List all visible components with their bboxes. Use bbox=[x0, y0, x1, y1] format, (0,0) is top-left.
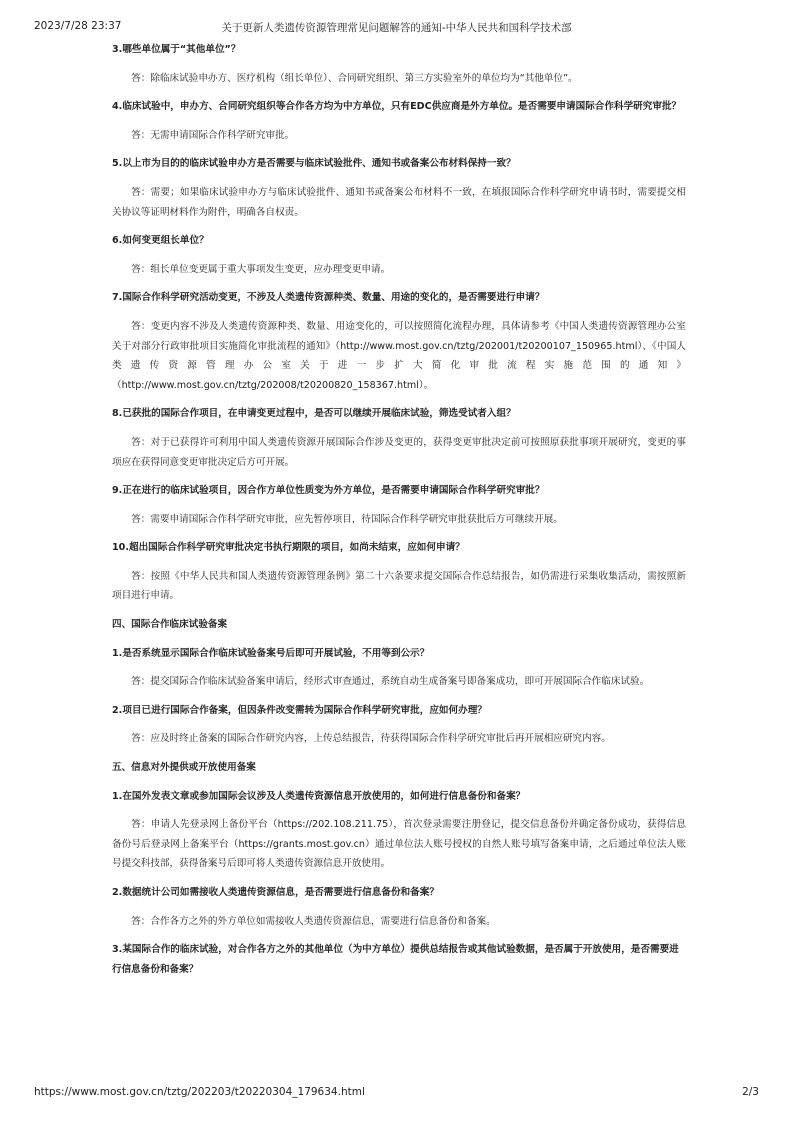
question-heading: 2.数据统计公司如需接收人类遗传资源信息，是否需要进行信息备份和备案？ bbox=[112, 887, 439, 898]
question-heading: 2.项目已进行国际合作备案，但因条件改变需转为国际合作科学研究审批，应如何办理？ bbox=[112, 704, 487, 716]
question-heading: 4.临床试验中，申办方、合同研究组织等合作各方均为中方单位，只有EDC供应商是外方单位。是否需要申请国际合作科学研究审批？ bbox=[112, 101, 682, 113]
page-number: 2/3 bbox=[742, 1086, 759, 1098]
paragraph-spacer bbox=[112, 663, 686, 672]
paragraph-spacer bbox=[112, 88, 686, 97]
answer-paragraph: 答：提交国际合作临床试验备案申请后，经形式审查通过，系统自动生成备案号即备案成功，即可开展国际合作临床试验。 bbox=[131, 676, 650, 688]
section-heading: 五、信息对外提供或开放使用备案 bbox=[112, 762, 256, 774]
answer-paragraph: 答：除临床试验申办方、医疗机构（组长单位）、合同研究组织、第三方实验室外的单位均为“其他单位”。 bbox=[131, 72, 578, 84]
answer-paragraph: 答：变更内容不涉及人类遗传资源种类、数量、用途变化的，可以按照简化流程办理，具体请参考《中国人类遗传资源管理办公室关于对部分行政审批项目实施简化审批流程的通知》（http://www.most.gov.cn/tztg/202001/t20200107_150965.html）、《中国人类遗传资源管理办公室关于进一步扩大简化审批流程实施范围的通知》（http://www.most.gov.cn/tztg/202008/t20200820_158367.html）。 bbox=[112, 320, 686, 391]
paragraph-spacer bbox=[112, 931, 686, 940]
page-url: https://www.most.gov.cn/tztg/202203/t20220304_179634.html bbox=[34, 1086, 365, 1098]
paragraph-spacer bbox=[112, 749, 686, 758]
answer-paragraph: 答：需要；如果临床试验申办方与临床试验批件、通知书或备案公布材料不一致，在填报国际合作科学研究申请书时，需要提交相关协议等证明材料作为附件，明确各自权责。 bbox=[112, 186, 686, 218]
paragraph-spacer bbox=[112, 806, 686, 815]
page-title: 关于更新人类遗传资源管理常见问题解答的通知-中华人民共和国科学技术部 bbox=[221, 22, 572, 34]
paragraph-spacer bbox=[112, 424, 686, 433]
answer-paragraph: 答：对于已获得许可利用中国人类遗传资源开展国际合作涉及变更的，获得变更审批决定前可按照原获批事项开展研究，变更的事项应在获得同意变更审批决定后方可开展。 bbox=[112, 436, 686, 468]
answer-paragraph: 答：需要申请国际合作科学研究审批，应先暂停项目，待国际合作科学研究审批获批后方可继续开展。 bbox=[131, 513, 563, 525]
print-footer bbox=[34, 1086, 759, 1100]
section-heading: 四、国际合作临床试验备案 bbox=[112, 619, 228, 631]
paragraph-spacer bbox=[112, 692, 686, 701]
question-heading: 3.哪些单位属于“其他单位”？ bbox=[112, 44, 241, 55]
paragraph-spacer bbox=[112, 778, 686, 787]
answer-paragraph: 答：组长单位变更属于重大事项发生变更，应办理变更申请。 bbox=[131, 263, 391, 275]
question-heading: 7.国际合作科学研究活动变更，不涉及人类遗传资源种类、数量、用途的变化的，是否需要进行申请？ bbox=[112, 292, 545, 304]
paragraph-spacer bbox=[112, 117, 686, 126]
paragraph-spacer bbox=[112, 395, 686, 404]
paragraph-spacer bbox=[112, 720, 686, 729]
paragraph-spacer bbox=[112, 635, 686, 644]
paragraph-spacer bbox=[112, 472, 686, 481]
answer-paragraph: 答：按照《中华人民共和国人类遗传资源管理条例》第二十六条要求提交国际合作总结报告，如仍需进行采集收集活动，需按照新项目进行申请。 bbox=[112, 570, 686, 602]
paragraph-spacer bbox=[112, 145, 686, 154]
paragraph-spacer bbox=[112, 251, 686, 260]
question-heading: 3.某国际合作的临床试验，对合作各方之外的其他单位（为中方单位）提供总结报告或其他试验数据，是否属于开放使用，是否需要进行信息备份和备案？ bbox=[112, 944, 679, 975]
question-heading: 1.在国外发表文章或参加国际会议涉及人类遗传资源信息开放使用的，如何进行信息备份和备案？ bbox=[112, 790, 526, 802]
question-heading: 8.已获批的国际合作项目，在申请变更过程中，是否可以继续开展临床试验，筛选受试者入组？ bbox=[112, 408, 516, 420]
answer-paragraph: 答：合作各方之外的外方单位如需接收人类遗传资源信息，需要进行信息备份和备案。 bbox=[131, 915, 496, 927]
document-body bbox=[112, 40, 686, 979]
question-heading: 1.是否系统显示国际合作临床试验备案号后即可开展试验，不用等到公示？ bbox=[112, 647, 430, 659]
paragraph-spacer bbox=[112, 222, 686, 231]
answer-paragraph: 答：应及时终止备案的国际合作研究内容，上传总结报告，待获得国际合作科学研究审批后再开展相应研究内容。 bbox=[131, 733, 611, 745]
paragraph-spacer bbox=[112, 606, 686, 615]
question-heading: 10.超出国际合作科学研究审批决定书执行期限的项目，如尚未结束，应如何申请？ bbox=[112, 542, 465, 554]
answer-paragraph: 答：申请人先登录网上备份平台（https://202.108.211.75），首次登录需要注册登记，提交信息备份并确定备份成功，获得信息备份号后登录网上备案平台（https://grants.most.gov.cn）通过单位法人账号授权的自然人账号填写备案申请，之后通过单位法人账号提交科技部，获得备案号后即可将人类遗传资源信息开放使用。 bbox=[112, 819, 686, 870]
paragraph-spacer bbox=[112, 60, 686, 69]
answer-paragraph: 答：无需申请国际合作科学研究审批。 bbox=[131, 129, 295, 141]
question-heading: 9.正在进行的临床试验项目，因合作方单位性质变为外方单位，是否需要申请国际合作科学研究审批？ bbox=[112, 485, 545, 497]
paragraph-spacer bbox=[112, 874, 686, 883]
paragraph-spacer bbox=[112, 308, 686, 317]
question-heading: 6.如何变更组长单位？ bbox=[112, 235, 209, 247]
print-timestamp: 2023/7/28 23:37 bbox=[34, 20, 122, 32]
paragraph-spacer bbox=[112, 174, 686, 183]
print-header bbox=[34, 20, 759, 34]
question-heading: 5.以上市为目的的临床试验申办方是否需要与临床试验批件、通知书或备案公布材料保持一致？ bbox=[112, 158, 516, 170]
paragraph-spacer bbox=[112, 903, 686, 912]
paragraph-spacer bbox=[112, 529, 686, 538]
paragraph-spacer bbox=[112, 558, 686, 567]
paragraph-spacer bbox=[112, 501, 686, 510]
paragraph-spacer bbox=[112, 279, 686, 288]
